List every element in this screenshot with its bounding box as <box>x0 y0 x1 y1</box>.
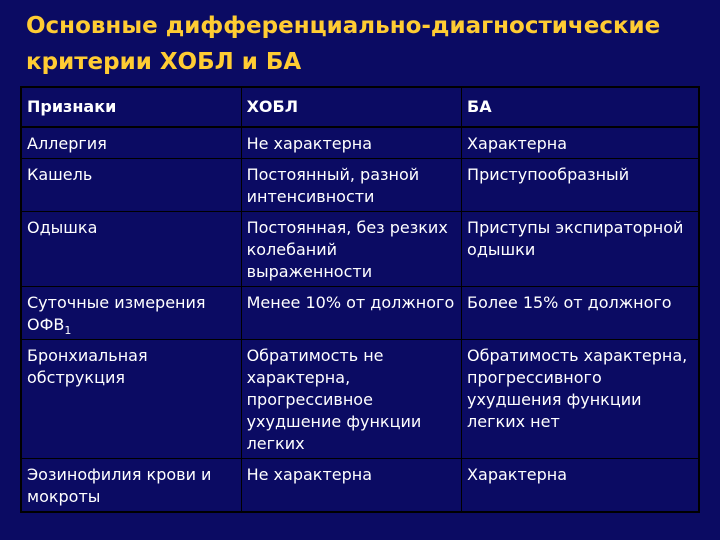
cell-sign <box>21 287 241 340</box>
table-row <box>21 159 699 212</box>
cell-ba: Приступы экспираторной одышки <box>462 212 699 287</box>
cell-ba: Более 15% от должного <box>462 287 699 340</box>
cell-copd: Постоянная, без резких колебаний выраженности <box>241 212 461 287</box>
cell-copd: Менее 10% от должного <box>241 287 461 340</box>
cell-copd: Обратимость не характерна, прогрессивное ухудшение функции легких <box>241 340 461 459</box>
cell-sign: Бронхиальная обструкция <box>21 340 241 459</box>
cell-sign: Эозинофилия крови и мокроты <box>21 459 241 513</box>
cell-ba: Приступообразный <box>462 159 699 212</box>
slide-title: Основные дифференциально-диагностические критерии ХОБЛ и БА <box>26 13 661 75</box>
cell-sign: Аллергия <box>21 127 241 159</box>
cell-ba: Характерна <box>462 459 699 513</box>
cell-ba: Обратимость характерна, прогрессивного ухудшения функции легких нет <box>462 340 699 459</box>
header-ba: БА <box>462 87 699 127</box>
cell-sign-text: Суточные измерения ОФВ <box>27 293 206 334</box>
cell-copd: Не характерна <box>241 127 461 159</box>
table-row <box>21 287 699 340</box>
table-row <box>21 127 699 159</box>
table-row <box>21 340 699 459</box>
subscript: 1 <box>64 324 72 338</box>
cell-ba: Характерна <box>462 127 699 159</box>
header-signs: Признаки <box>21 87 241 127</box>
criteria-table <box>20 86 700 513</box>
table-row <box>21 212 699 287</box>
table-row <box>21 459 699 513</box>
cell-sign: Одышка <box>21 212 241 287</box>
cell-sign: Кашель <box>21 159 241 212</box>
header-copd: ХОБЛ <box>241 87 461 127</box>
cell-copd: Не характерна <box>241 459 461 513</box>
cell-copd: Постоянный, разной интенсивности <box>241 159 461 212</box>
table-header-row <box>21 87 699 127</box>
